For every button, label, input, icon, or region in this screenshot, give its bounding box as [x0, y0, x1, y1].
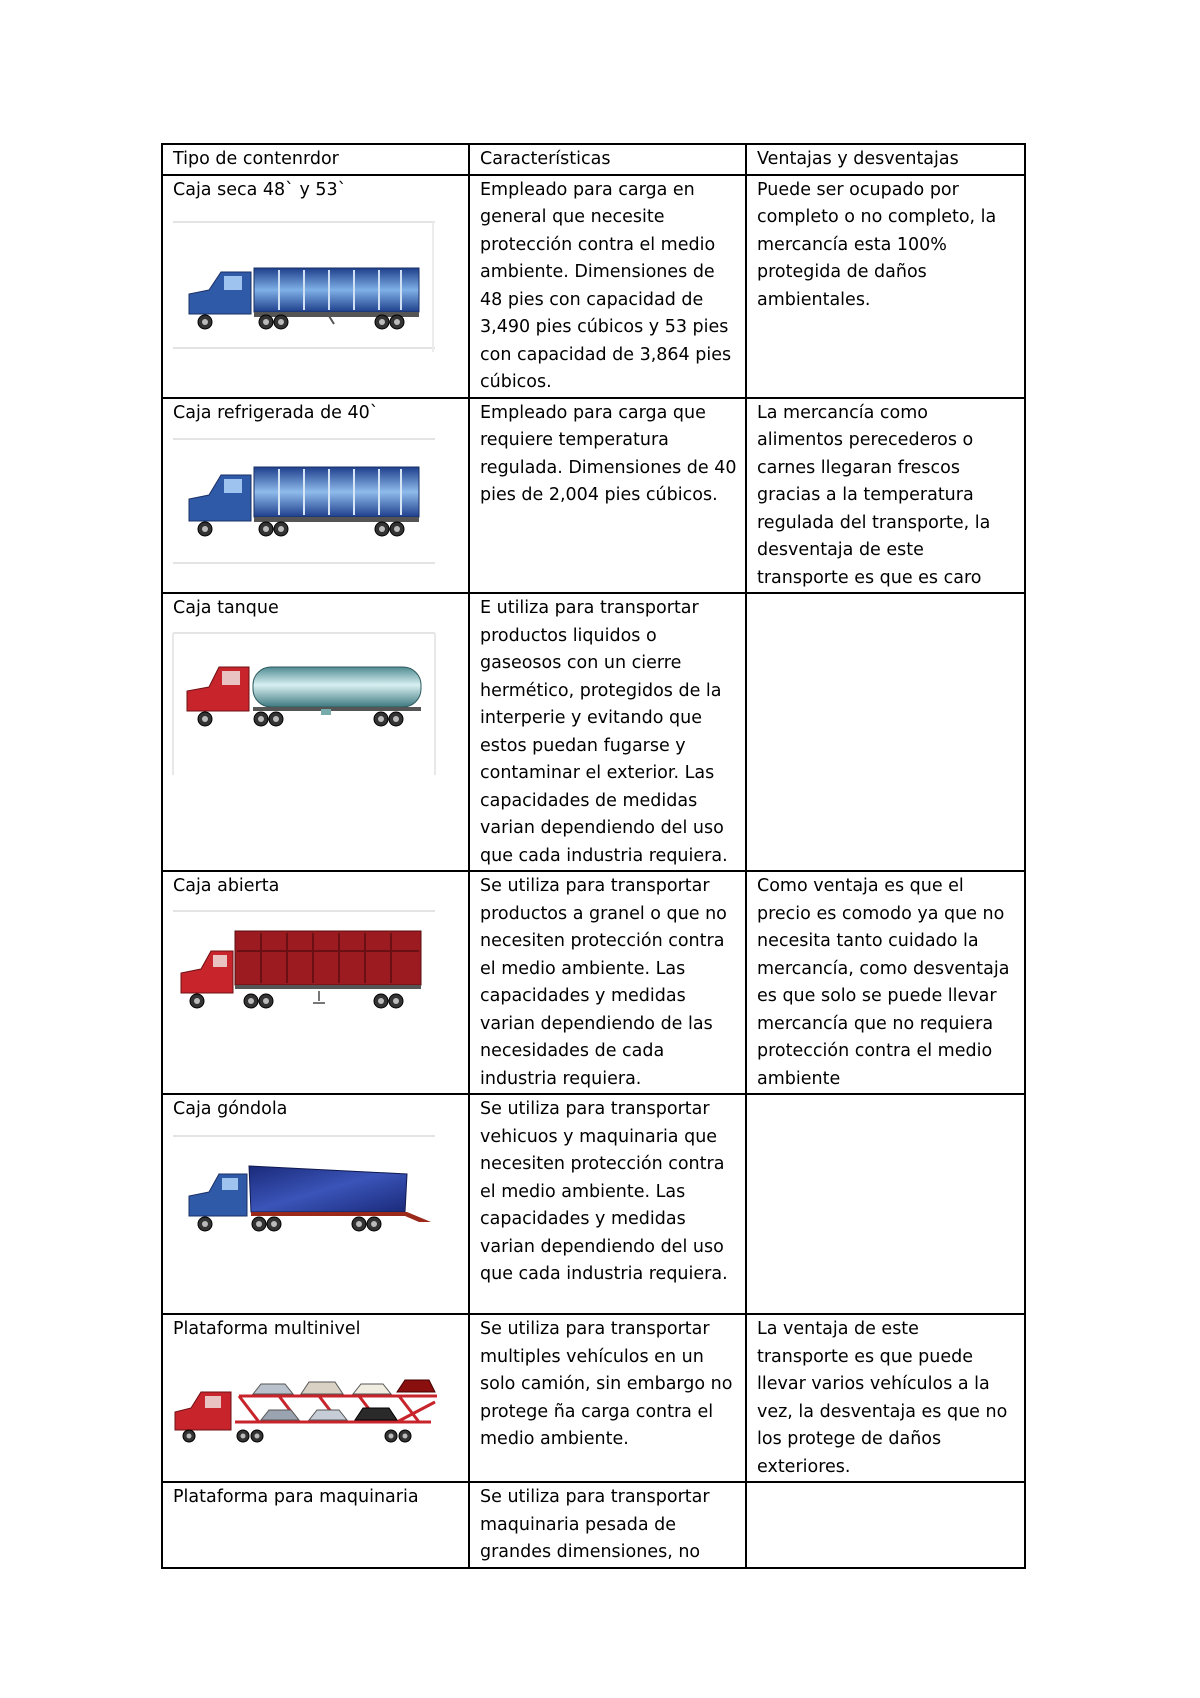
tipo-label: Plataforma multinivel	[173, 1319, 361, 1339]
reefer-truck-image	[169, 433, 439, 573]
caracteristicas-cell: Se utiliza para transportar maquinaria pesada de grandes dimensiones, no	[469, 1482, 746, 1568]
caracteristicas-cell: Se utiliza para transportar multiples vehículos en un solo camión, sin embargo no protege ña carga contra el medio ambiente.	[469, 1314, 746, 1482]
tipo-cell	[162, 1094, 469, 1314]
ventajas-cell	[746, 1094, 1025, 1314]
caracteristicas-cell: Se utiliza para transportar productos a granel o que no necesiten protección contra el medio ambiente. Las capacidades y medidas varian dependiendo de las necesidades de cada industria requiera.	[469, 871, 746, 1094]
tipo-label: Caja góndola	[173, 1099, 288, 1119]
tanker-truck-image	[169, 629, 439, 779]
table-row	[162, 1482, 1025, 1568]
ventajas-cell: La ventaja de este transporte es que puede llevar varios vehículos a la vez, la desventaja es que no los protege de daños exteriores.	[746, 1314, 1025, 1482]
header-ventajas: Ventajas y desventajas	[746, 144, 1025, 175]
caracteristicas-cell: Empleado para carga en general que necesite protección contra el medio ambiente. Dimensiones de 48 pies con capacidad de 3,490 pies cúbicos y 53 pies con capacidad de 3,864 pies cúbicos.	[469, 175, 746, 398]
ventajas-cell: Como ventaja es que el precio es comodo ya que no necesita tanto cuidado la mercancía, como desventaja es que solo se puede llevar mercancía que no requiera protección contra el medio ambiente	[746, 871, 1025, 1094]
tipo-cell	[162, 175, 469, 398]
table-row	[162, 175, 1025, 398]
ventajas-cell: Puede ser ocupado por completo o no completo, la mercancía esta 100% protegida de daños ambientales.	[746, 175, 1025, 398]
tipo-cell	[162, 593, 469, 871]
header-caracteristicas: Características	[469, 144, 746, 175]
ventajas-cell: La mercancía como alimentos perecederos o carnes llegaran frescos gracias a la temperatura regulada del transporte, la desventaja de este transporte es que es caro	[746, 398, 1025, 594]
ventajas-cell	[746, 1482, 1025, 1568]
caracteristicas-cell: Se utiliza para transportar vehicuos y maquinaria que necesiten protección contra el medio ambiente. Las capacidades y medidas varian dependiendo del uso que cada industria requiera.	[469, 1094, 746, 1314]
table-row	[162, 398, 1025, 594]
tipo-label: Caja abierta	[173, 876, 280, 896]
caracteristicas-cell: E utiliza para transportar productos liquidos o gaseosos con un cierre hermético, protegidos de la interperie y evitando que estos puedan fugarse y contaminar el exterior. Las capacidades de medidas varian dependiendo del uso que cada industria requiera.	[469, 593, 746, 871]
open-box-truck-image	[169, 907, 439, 1037]
dry-van-truck-image	[169, 210, 439, 360]
tipo-label: Caja tanque	[173, 598, 279, 618]
tipo-label: Caja refrigerada de 40`	[173, 402, 379, 423]
header-tipo: Tipo de contenrdor	[162, 144, 469, 175]
table-row	[162, 1094, 1025, 1314]
car-carrier-truck-image	[169, 1350, 439, 1450]
tipo-cell: Plataforma para maquinaria	[162, 1482, 469, 1568]
tipo-cell	[162, 1314, 469, 1482]
table-row	[162, 593, 1025, 871]
caracteristicas-cell: Empleado para carga que requiere temperatura regulada. Dimensiones de 40 pies de 2,004 pies cúbicos.	[469, 398, 746, 594]
table-row	[162, 1314, 1025, 1482]
container-types-table	[161, 143, 1026, 1569]
tipo-cell	[162, 871, 469, 1094]
tipo-cell	[162, 398, 469, 594]
ventajas-cell	[746, 593, 1025, 871]
table-header-row	[162, 144, 1025, 175]
gondola-truck-image	[169, 1130, 439, 1250]
table-row	[162, 871, 1025, 1094]
tipo-label: Caja seca 48` y 53`	[173, 179, 347, 200]
